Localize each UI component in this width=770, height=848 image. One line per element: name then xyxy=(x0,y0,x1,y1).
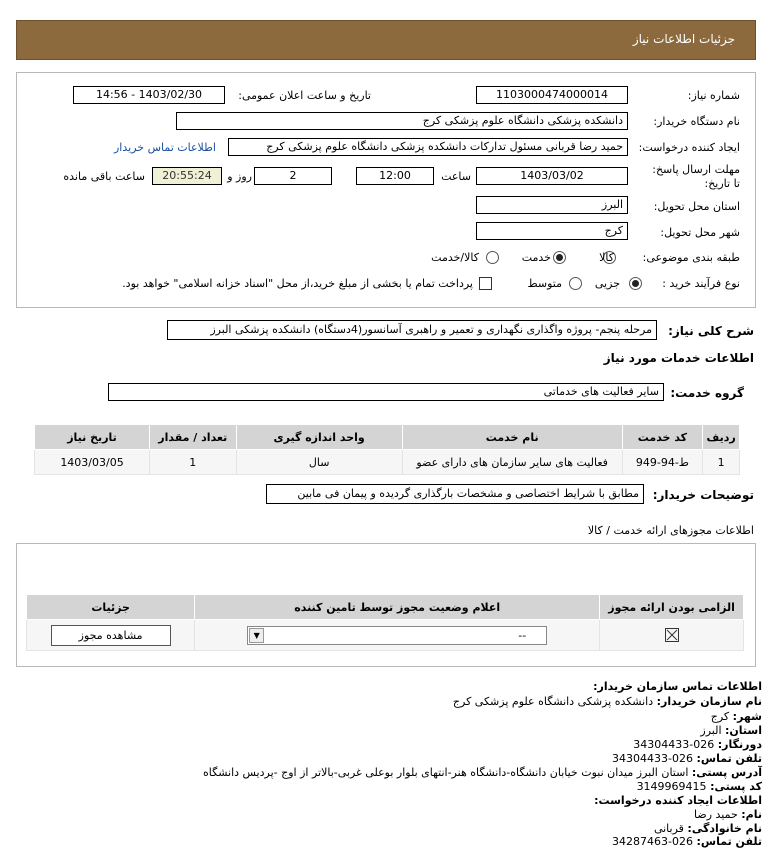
contact-phone xyxy=(612,752,762,765)
creator-phone-value: 026-34287463 xyxy=(612,835,694,848)
process-medium-label: متوسط xyxy=(527,277,562,290)
category-both-label: کالا/خدمت xyxy=(431,251,479,264)
col-index: ردیف xyxy=(703,425,740,450)
contact-fax-value: 026-34304433 xyxy=(633,738,715,751)
col-code: کد خدمت xyxy=(622,425,703,450)
table-row xyxy=(27,620,744,651)
need-number-field: 1103000474000014 xyxy=(476,86,628,104)
contact-org-label: نام سازمان خریدار: xyxy=(656,695,762,708)
contact-postal-label: کد پستی: xyxy=(710,780,762,793)
process-medium-radio[interactable] xyxy=(569,277,582,290)
deadline-time-field: 12:00 xyxy=(356,167,434,185)
contact-city xyxy=(711,710,762,723)
requester-label: ایجاد کننده درخواست: xyxy=(638,141,740,154)
contact-org-value: دانشکده پزشکی دانشگاه علوم پزشکی کرج xyxy=(452,695,654,708)
view-permit-button[interactable]: مشاهده مجوز xyxy=(51,625,171,646)
table-row xyxy=(35,450,740,475)
process-partial-label: جزیی xyxy=(594,277,620,290)
category-label: طبقه بندی موضوعی: xyxy=(642,251,740,264)
services-section-title: اطلاعات خدمات مورد نیاز xyxy=(603,351,754,365)
process-partial-radio[interactable] xyxy=(629,277,642,290)
description-field: مرحله پنجم- پروژه واگذاری نگهداری و تعمیر و راهبری آسانسور(4دستگاه) دانشکده پزشکی البرز xyxy=(167,320,657,340)
contact-postal xyxy=(637,780,762,793)
contact-title: اطلاعات تماس سازمان خریدار: xyxy=(593,680,762,693)
creator-family-value: قربانی xyxy=(653,822,684,835)
contact-address-label: آدرس پستی: xyxy=(691,766,762,779)
contact-phone-value: 026-34304433 xyxy=(612,752,694,765)
contact-address xyxy=(203,766,762,779)
contact-org xyxy=(453,695,762,708)
creator-name-label: نام: xyxy=(741,808,762,821)
page-header xyxy=(16,20,756,60)
category-service-label: خدمت xyxy=(521,251,551,264)
deadline-date-field: 1403/03/02 xyxy=(476,167,628,185)
page-title: جزئیات اطلاعات نیاز xyxy=(632,32,735,46)
contact-info-link[interactable]: اطلاعات تماس خریدار xyxy=(114,141,216,154)
announce-label: تاریخ و ساعت اعلان عمومی: xyxy=(238,89,371,102)
creator-name-value: حمید رضا xyxy=(694,808,738,821)
city-label: شهر محل تحویل: xyxy=(660,226,740,239)
contact-postal-value: 3149969415 xyxy=(636,780,707,793)
row-index: 1 xyxy=(703,450,740,475)
service-group-field: سایر فعالیت های خدماتی xyxy=(108,383,664,401)
time-label: ساعت xyxy=(441,170,471,183)
col-date: تاریخ نیاز xyxy=(35,425,150,450)
col-unit: واحد اندازه گیری xyxy=(236,425,402,450)
permit-required-checkbox xyxy=(665,628,679,642)
row-code: ط-94-949 xyxy=(622,450,703,475)
row-name: فعالیت های سایر سازمان های دارای عضو xyxy=(402,450,622,475)
need-info-panel xyxy=(16,72,756,308)
process-label: نوع فرآیند خرید : xyxy=(662,277,740,290)
description-label: شرح کلی نیاز: xyxy=(668,324,754,338)
deadline-label: مهلت ارسال پاسخ: تا تاریخ: xyxy=(652,163,740,190)
col-qty: تعداد / مقدار xyxy=(150,425,237,450)
creator-family xyxy=(654,822,762,835)
announce-field: 1403/02/30 - 14:56 xyxy=(73,86,225,104)
row-date: 1403/03/05 xyxy=(35,450,150,475)
contact-address-value: استان البرز میدان نبوت خیابان دانشگاه-دانشگاه هنر-انتهای بلوار بوعلی غربی-بالاتر از اوج -پردیس دانشگاه xyxy=(203,766,689,779)
permits-table xyxy=(26,594,744,651)
contact-fax-label: دورنگار: xyxy=(717,738,762,751)
buyer-notes-field: مطابق با شرایط اختصاصی و مشخصات بارگذاری گردیده و پیمان فی مابین xyxy=(266,484,644,504)
creator-family-label: نام خانوادگی: xyxy=(687,822,762,835)
requester-field: حمید رضا قربانی مسئول تدارکات دانشکده پزشکی دانشگاه علوم پزشکی کرج xyxy=(228,138,628,156)
remaining-time-field: 20:55:24 xyxy=(152,167,222,185)
days-field: 2 xyxy=(254,167,332,185)
col-permit-required: الزامی بودن ارائه مجوز xyxy=(600,595,744,620)
category-goods-label: کالا xyxy=(599,251,614,264)
province-field: البرز xyxy=(476,196,628,214)
need-number-label: شماره نیاز: xyxy=(687,89,740,102)
chevron-down-icon[interactable]: ▼ xyxy=(249,628,264,643)
creator-phone xyxy=(612,835,762,848)
permit-status-cell xyxy=(195,620,600,651)
buyer-org-field: دانشکده پزشکی دانشگاه علوم پزشکی کرج xyxy=(176,112,628,130)
buyer-notes-label: توضیحات خریدار: xyxy=(652,488,754,502)
contact-province-value: البرز xyxy=(700,724,722,737)
col-name: نام خدمت xyxy=(402,425,622,450)
contact-city-label: شهر: xyxy=(732,710,762,723)
row-qty: 1 xyxy=(150,450,237,475)
buyer-org-label: نام دستگاه خریدار: xyxy=(653,115,740,128)
province-label: استان محل تحویل: xyxy=(653,200,740,213)
days-label: روز و xyxy=(227,170,252,183)
category-service-radio[interactable] xyxy=(553,251,566,264)
permit-status-select[interactable] xyxy=(247,626,547,645)
permits-section-title: اطلاعات مجوزهای ارائه خدمت / کالا xyxy=(587,524,754,537)
service-group-label: گروه خدمت: xyxy=(670,386,744,400)
category-both-radio[interactable] xyxy=(486,251,499,264)
permit-required-cell xyxy=(600,620,744,651)
treasury-payment-note: پرداخت تمام یا بخشی از مبلغ خرید،از محل "اسناد خزانه اسلامی" خواهد بود. xyxy=(122,277,473,290)
row-unit: سال xyxy=(236,450,402,475)
contact-city-value: کرج xyxy=(710,710,730,723)
creator-phone-label: تلفن تماس: xyxy=(696,835,762,848)
contact-province xyxy=(700,724,762,737)
col-permit-status: اعلام وضعیت مجوز توسط تامین کننده xyxy=(195,595,600,620)
treasury-payment-checkbox[interactable] xyxy=(479,277,492,290)
permit-status-value: -- xyxy=(518,628,527,642)
col-permit-details: جزئیات xyxy=(27,595,195,620)
remaining-label: ساعت باقی مانده xyxy=(63,170,145,183)
creator-name xyxy=(694,808,762,821)
services-table xyxy=(34,424,740,475)
city-field: کرج xyxy=(476,222,628,240)
permit-details-cell xyxy=(27,620,195,651)
contact-phone-label: تلفن تماس: xyxy=(696,752,762,765)
contact-province-label: استان: xyxy=(725,724,762,737)
contact-fax xyxy=(633,738,762,751)
creator-title: اطلاعات ایجاد کننده درخواست: xyxy=(594,794,762,807)
